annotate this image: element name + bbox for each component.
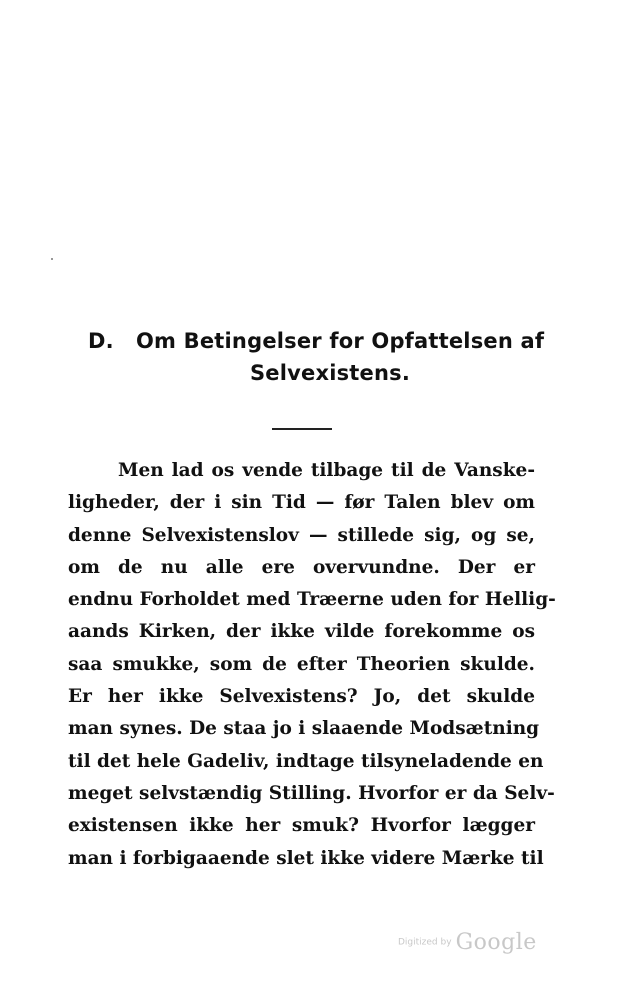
heading-line-1 [60, 325, 580, 357]
heading-title-part-1: Om Betingelser for Opfattelsen af [136, 329, 545, 353]
text-line: meget selvstændig Stilling. Hvorfor er da Selv- [68, 782, 555, 804]
heading-title-part-2: Selvexistens. [249, 361, 411, 385]
section-heading [60, 325, 580, 389]
ink-speck [51, 258, 53, 260]
text-line: Er her ikke Selvexistens? Jo, det skulde [68, 686, 535, 708]
text-line: Men lad os vende tilbage til de Vanske- [118, 460, 535, 481]
text-line: til det hele Gadeliv, indtage tilsyneladende en [68, 750, 544, 772]
text-line: om de nu alle ere overvundne. Der er [68, 556, 535, 578]
section-letter: D. [88, 329, 114, 353]
text-line: ligheder, der i sin Tid — før Talen blev om [68, 492, 535, 514]
text-line: aands Kirken, der ikke vilde forekomme os [68, 621, 535, 643]
text-line: endnu Forholdet med Træerne uden for Hellig- [68, 589, 556, 611]
text-line: existensen ikke her smuk? Hvorfor lægger [68, 815, 535, 837]
text-line: denne Selvexistenslov — stillede sig, og se, [68, 524, 535, 546]
text-line: man synes. De staa jo i slaaende Modsætning [68, 718, 540, 740]
watermark-brand: Google [455, 930, 537, 955]
watermark-prefix: Digitized by [398, 937, 452, 948]
section-divider [272, 428, 332, 430]
text-line: saa smukke, som de efter Theorien skulde. [68, 653, 535, 675]
text-line: man i forbigaaende slet ikke videre Mærke til [68, 847, 544, 869]
digitized-watermark [398, 930, 537, 955]
body-paragraph [68, 455, 556, 875]
